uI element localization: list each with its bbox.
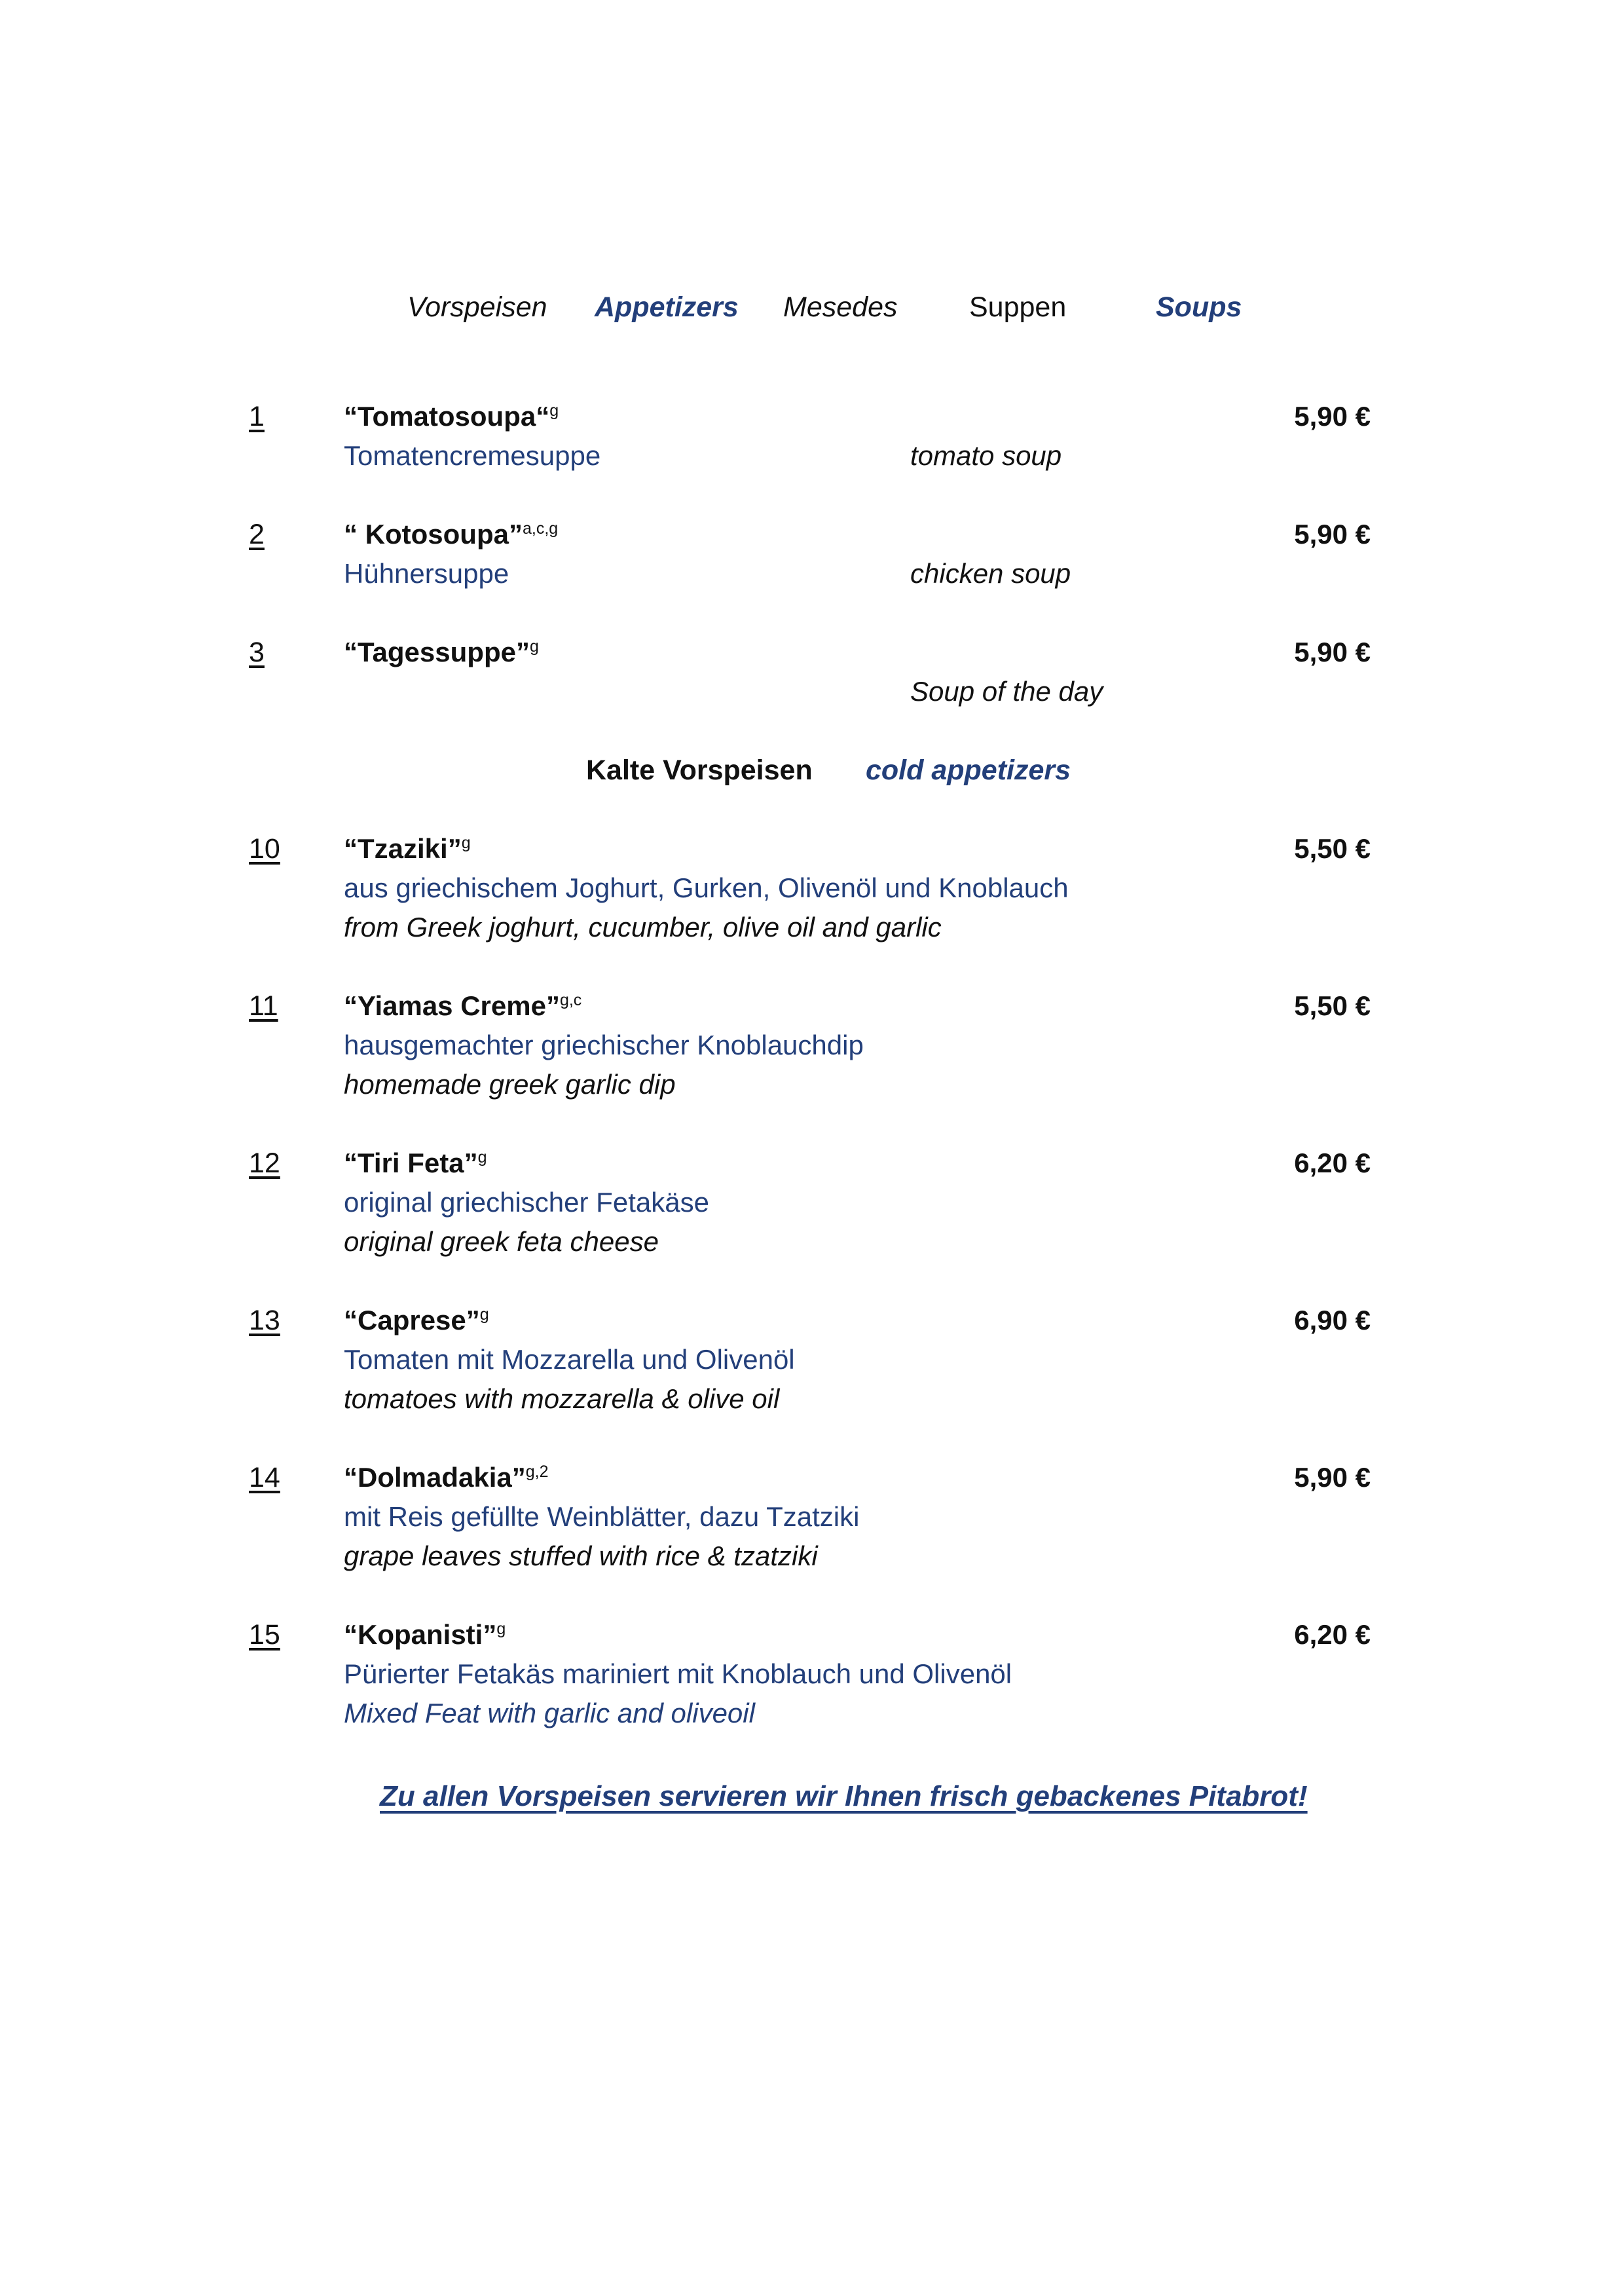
item-allergens: g,2: [525, 1463, 549, 1481]
header-appetizers: Appetizers: [595, 291, 739, 323]
item-number: 10: [249, 833, 280, 865]
item-german: Tomaten mit Mozzarella und Olivenöl: [344, 1344, 795, 1375]
item-price: 5,90 €: [1294, 519, 1371, 550]
item-english: original greek feta cheese: [344, 1226, 659, 1257]
item-allergens: a,c,g: [522, 519, 559, 538]
item-english: tomato soup: [910, 440, 1062, 471]
footer-note: Zu allen Vorspeisen servieren wir Ihnen frisch gebackenes Pitabrot!: [380, 1780, 1308, 1812]
section-title-english: cold appetizers: [866, 755, 1071, 786]
item-name-text: “Caprese”: [344, 1305, 480, 1335]
item-german: hausgemachter griechischer Knoblauchdip: [344, 1030, 864, 1060]
item-name-text: “Tzaziki”: [344, 833, 462, 864]
item-german: mit Reis gefüllte Weinblätter, dazu Tzatziki: [344, 1501, 860, 1532]
item-name: [344, 990, 581, 1022]
item-name-text: “ Kotosoupa”: [344, 519, 523, 550]
item-german: aus griechischem Joghurt, Gurken, Olivenöl und Knoblauch: [344, 872, 1069, 903]
item-name: [344, 1148, 487, 1179]
item-name: [344, 1619, 506, 1651]
item-german: original griechischer Fetakäse: [344, 1187, 709, 1218]
item-german: Hühnersuppe: [344, 558, 509, 589]
item-number: 1: [249, 401, 265, 432]
item-english: chicken soup: [910, 558, 1071, 589]
item-price: 6,90 €: [1294, 1305, 1371, 1335]
item-price: 5,90 €: [1294, 401, 1371, 432]
item-number: 14: [249, 1462, 280, 1493]
item-german: Pürierter Fetakäs mariniert mit Knoblauch und Olivenöl: [344, 1658, 1012, 1689]
header-mesedes: Mesedes: [783, 291, 898, 323]
item-price: 5,50 €: [1294, 990, 1371, 1021]
item-price: 5,50 €: [1294, 833, 1371, 864]
item-price: 6,20 €: [1294, 1148, 1371, 1178]
header-vorspeisen: Vorspeisen: [407, 291, 547, 323]
header-suppen: Suppen: [969, 291, 1067, 323]
item-number: 12: [249, 1148, 280, 1179]
item-german: Tomatencremesuppe: [344, 440, 601, 471]
item-name-text: “Kopanisti”: [344, 1619, 497, 1650]
item-allergens: g,c: [559, 991, 582, 1009]
item-name: [344, 1305, 489, 1336]
item-name-text: “Tagessuppe”: [344, 637, 530, 667]
item-english: from Greek joghurt, cucumber, olive oil and garlic: [344, 912, 942, 942]
item-number: 2: [249, 519, 265, 550]
item-allergens: g: [461, 834, 471, 852]
item-english: tomatoes with mozzarella & olive oil: [344, 1383, 780, 1414]
item-price: 5,90 €: [1294, 1462, 1371, 1493]
item-allergens: g: [496, 1620, 506, 1638]
item-name-text: “Dolmadakia”: [344, 1462, 526, 1493]
item-number: 13: [249, 1305, 280, 1336]
item-number: 3: [249, 637, 265, 668]
item-english: Soup of the day: [910, 676, 1103, 707]
item-english: grape leaves stuffed with rice & tzatziki: [344, 1540, 818, 1571]
item-allergens: g: [479, 1305, 489, 1324]
item-number: 11: [249, 990, 278, 1022]
item-price: 5,90 €: [1294, 637, 1371, 667]
item-number: 15: [249, 1619, 280, 1651]
item-allergens: g: [549, 401, 559, 420]
item-allergens: g: [529, 637, 539, 656]
item-english: homemade greek garlic dip: [344, 1069, 676, 1100]
item-allergens: g: [477, 1148, 487, 1166]
item-price: 6,20 €: [1294, 1619, 1371, 1650]
item-name: [344, 833, 471, 865]
item-name: [344, 401, 559, 432]
item-name-text: “Yiamas Creme”: [344, 990, 560, 1021]
item-english: Mixed Feat with garlic and oliveoil: [344, 1698, 755, 1728]
item-name: [344, 1462, 549, 1493]
item-name-text: “Tiri Feta”: [344, 1148, 478, 1178]
item-name: [344, 637, 539, 668]
item-name-text: “Tomatosoupa“: [344, 401, 550, 432]
section-title-german: Kalte Vorspeisen: [586, 755, 813, 786]
item-name: [344, 519, 558, 550]
header-soups: Soups: [1156, 291, 1242, 323]
